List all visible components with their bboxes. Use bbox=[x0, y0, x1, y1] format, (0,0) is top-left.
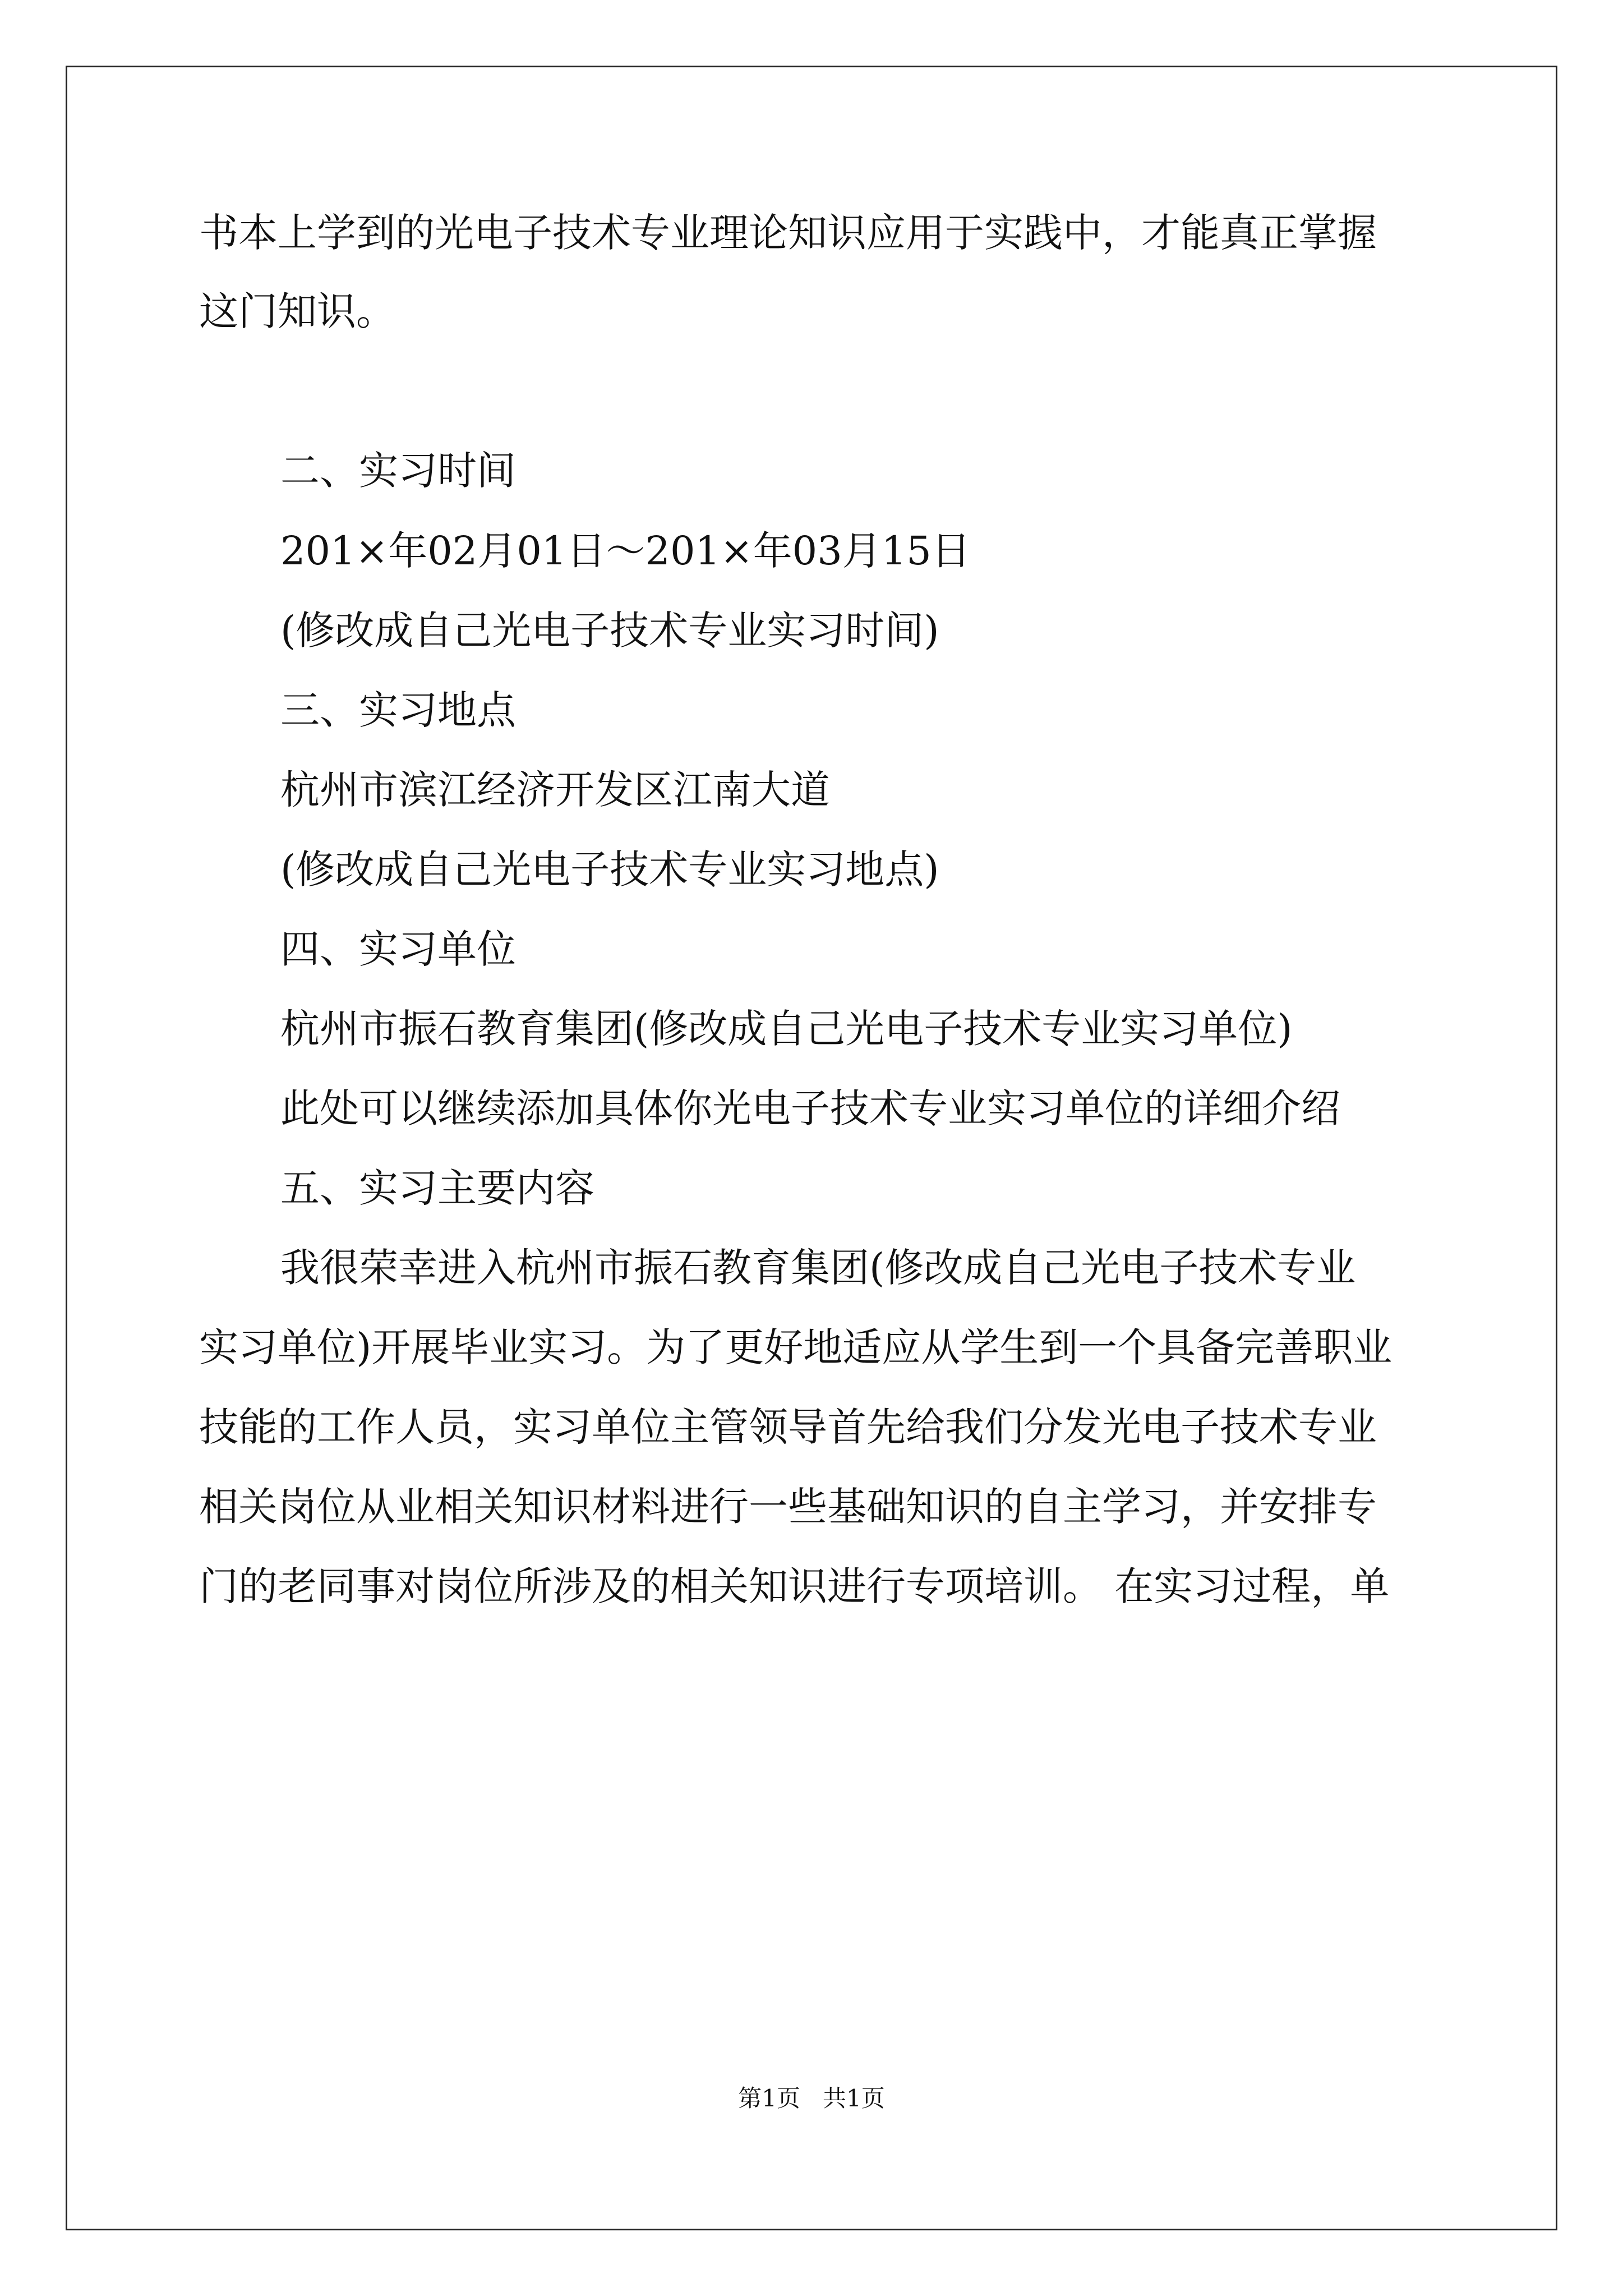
content-paragraph-line-2: 实习单位)开展毕业实习。为了更好地适应从学生到一个具备完善职业 bbox=[199, 1324, 1393, 1370]
page-footer: 第1页 共1页 bbox=[738, 2085, 885, 2112]
content-paragraph-line-5: 门的老同事对岗位所涉及的相关知识进行专项培训。 在实习过程，单 bbox=[199, 1563, 1390, 1609]
paragraph-line-2: 这门知识。 bbox=[199, 288, 395, 334]
internship-unit: 杭州市振石教育集团(修改成自己光电子技术专业实习单位) bbox=[280, 1006, 1293, 1052]
section-heading-unit: 四、实习单位 bbox=[280, 926, 516, 972]
section-heading-time: 二、实习时间 bbox=[280, 448, 516, 494]
section-heading-location: 三、实习地点 bbox=[280, 687, 516, 733]
content-paragraph-line-4: 相关岗位从业相关知识材料进行一些基础知识的自主学习，并安排专 bbox=[199, 1484, 1377, 1530]
note-time: (修改成自己光电子技术专业实习时间) bbox=[280, 608, 939, 654]
paragraph-line-1: 书本上学到的光电子技术专业理论知识应用于实践中，才能真正掌握 bbox=[199, 210, 1377, 256]
unit-detail-note: 此处可以继续添加具体你光电子技术专业实习单位的详细介绍 bbox=[280, 1085, 1340, 1131]
content-paragraph-line-1: 我很荣幸进入杭州市振石教育集团(修改成自己光电子技术专业 bbox=[280, 1245, 1356, 1291]
section-heading-content: 五、实习主要内容 bbox=[280, 1165, 594, 1211]
internship-dates: 201×年02月01日～201×年03月15日 bbox=[280, 528, 971, 574]
content-paragraph-line-3: 技能的工作人员，实习单位主管领导首先给我们分发光电子技术专业 bbox=[199, 1404, 1377, 1450]
note-location: (修改成自己光电子技术专业实习地点) bbox=[280, 846, 939, 892]
page-frame bbox=[66, 66, 1557, 2230]
internship-location: 杭州市滨江经济开发区江南大道 bbox=[280, 767, 830, 813]
